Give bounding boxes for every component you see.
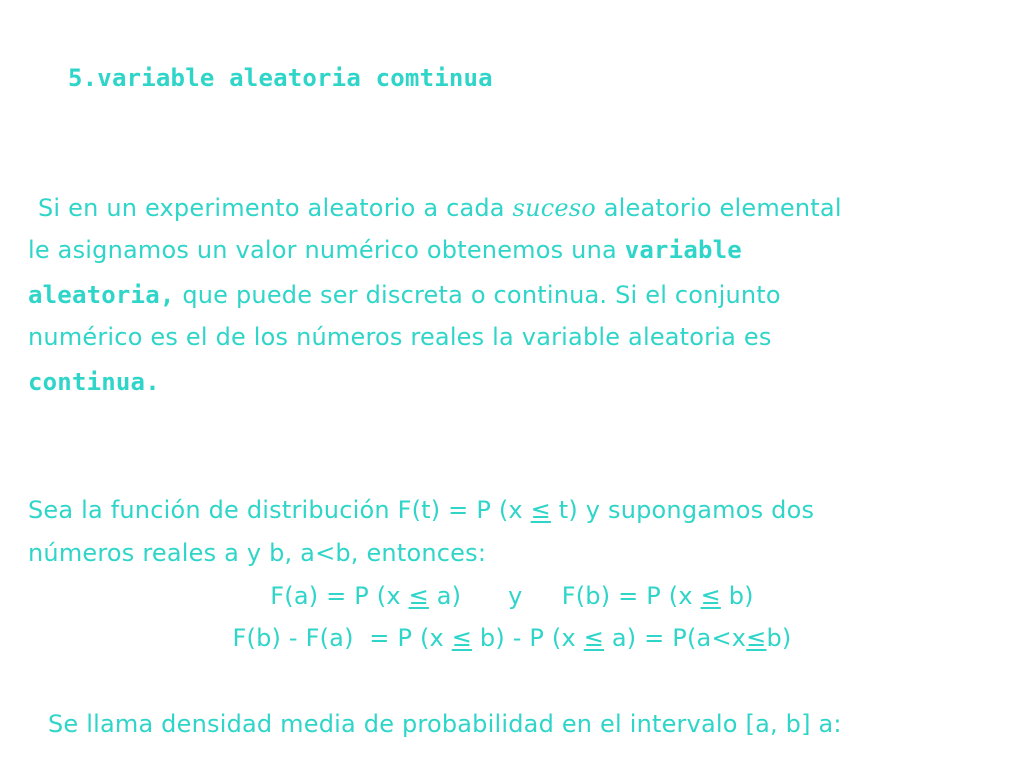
paragraph1-line4: numérico es el de los números reales la variable aleatoria es	[28, 323, 772, 351]
closing-line: Se llama densidad media de probabilidad en el intervalo [a, b] a:	[48, 710, 842, 738]
p1-l2-bold: variable	[624, 236, 742, 264]
p2-l1-sym: ≤	[530, 496, 551, 524]
f1-sym1: ≤	[408, 582, 429, 610]
p1-l1-pre: Si en un experimento aleatorio a cada	[38, 194, 513, 222]
p2-l1-post: t) y supongamos dos	[550, 496, 815, 524]
f2-sym2: ≤	[583, 624, 605, 652]
p1-l1-post: aleatorio elemental	[595, 194, 842, 222]
p2-l1-pre: Sea la función de distribución F(t) = P (x	[28, 496, 531, 524]
f2-d: b)	[766, 624, 792, 652]
slide-title: 5.variable aleatoria comtinua	[68, 64, 493, 92]
f1-c: b)	[720, 582, 754, 610]
formula-line2	[0, 622, 1024, 654]
paragraph2-line1	[28, 494, 814, 526]
p1-l1-italic: suceso	[512, 194, 596, 222]
paragraph1-line1	[38, 192, 842, 224]
p1-l5-bold: continua.	[28, 368, 160, 396]
p1-l3-post: que puede ser discreta o continua. Si el conjunto	[174, 281, 781, 309]
f2-b: b) - P (x	[472, 624, 584, 652]
paragraph1-line2	[28, 234, 742, 266]
f2-c: a) = P(a<x	[604, 624, 747, 652]
formula-line1	[0, 580, 1024, 612]
p1-l2-pre: le asignamos un valor numérico obtenemos una	[28, 236, 625, 264]
paragraph1-line5	[28, 366, 160, 398]
f2-a: F(b) - F(a) = P (x	[232, 624, 452, 652]
f2-sym3: ≤	[746, 624, 767, 652]
f2-sym1: ≤	[451, 624, 473, 652]
paragraph1-line3	[28, 279, 781, 311]
f1-a: F(a) = P (x	[270, 582, 409, 610]
p1-l3-bold: aleatoria,	[28, 281, 175, 309]
paragraph2-line2: números reales a y b, a<b, entonces:	[28, 539, 487, 567]
f1-b: a) y F(b) = P (x	[428, 582, 701, 610]
f1-sym2: ≤	[700, 582, 721, 610]
